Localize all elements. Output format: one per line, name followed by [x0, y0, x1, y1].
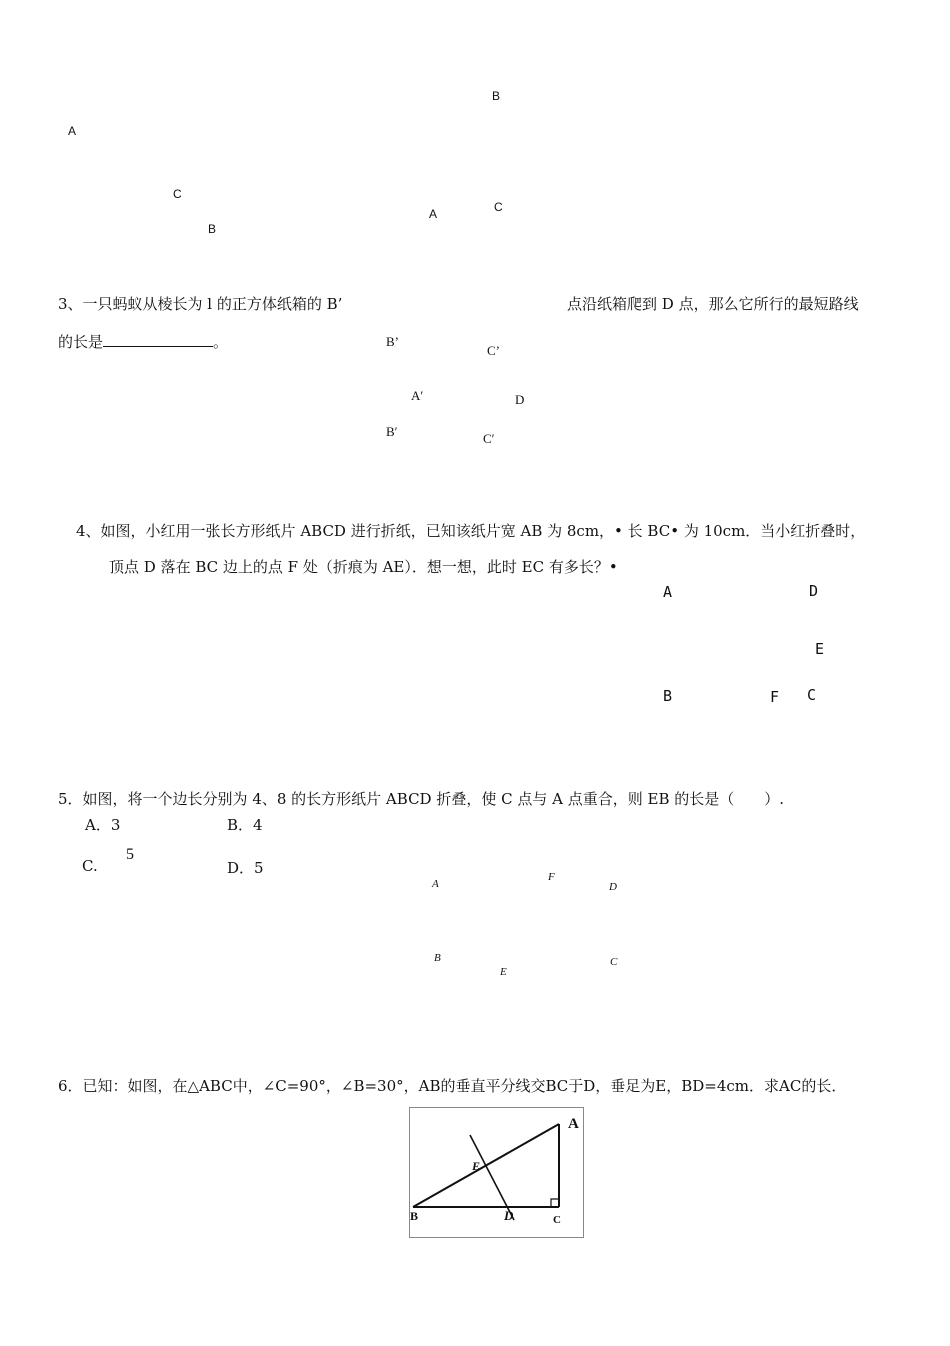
q6-triangle-figure — [409, 1107, 584, 1238]
q5-stem: 5．如图，将一个边长分别为 4、8 的长方形纸片 ABCD 折叠，使 C 点与 A 点重合，则 EB 的长是（ ）. — [58, 790, 785, 808]
q3-label-c-prime: C’ — [487, 343, 500, 358]
q5-label-e: E — [500, 966, 507, 978]
q3-label-c-prime-2: C′ — [483, 431, 495, 446]
fig-top-right-label-a: A — [429, 207, 438, 221]
q5-option-d[interactable]: D．5 — [227, 859, 264, 877]
q5-option-c[interactable]: C. — [82, 857, 98, 875]
q5-label-c: C — [610, 956, 618, 968]
fig-top-right-label-b: B — [492, 89, 501, 103]
q3-line1-left: 3、一只蚂蚁从棱长为 l 的正方体纸箱的 B’ — [58, 295, 343, 313]
q6-label-b: B — [410, 1209, 419, 1223]
q6-label-d: D — [504, 1208, 514, 1223]
q3-label-a-prime: A′ — [411, 388, 424, 403]
fig-top-left-label-c: C — [173, 187, 182, 201]
fig-top-left-label-b: B — [208, 222, 217, 236]
q6-right-angle-mark — [551, 1199, 559, 1207]
q4-label-b: B — [663, 687, 673, 705]
q6-triangle-svg — [410, 1108, 583, 1237]
q4-label-a: A — [663, 583, 673, 601]
q4-line2: 顶点 D 落在 BC 边上的点 F 处（折痕为 AE）．想一想，此时 EC 有多长？• — [109, 558, 618, 576]
q5-label-d: D — [609, 881, 617, 893]
q4-line1: 4、如图，小红用一张长方形纸片 ABCD 进行折纸，已知该纸片宽 AB 为 8cm，• 长 BC• 为 10cm．当小红折叠时， — [76, 522, 866, 540]
q3-label-d: D — [515, 392, 525, 407]
q6-label-a: A — [568, 1116, 579, 1132]
q4-label-d: D — [809, 582, 819, 600]
q6-stem: 6．已知：如图，在△ABC中，∠C=90°，∠B=30°，AB的垂直平分线交BC于D，垂足为E，BD=4cm．求AC的长． — [58, 1077, 847, 1095]
q5-option-a[interactable]: A．3 — [85, 816, 121, 834]
q5-label-a: A — [432, 878, 439, 890]
fig-top-left-label-a: A — [68, 124, 77, 138]
q5-option-c-value: 5 — [126, 846, 134, 863]
q4-label-c: C — [807, 686, 817, 704]
q3-label-b-prime-2: B′ — [386, 424, 398, 439]
fig-top-right-label-c: C — [494, 200, 503, 214]
q5-label-f: F — [548, 871, 555, 883]
q3-line2-prefix: 的长是 — [58, 333, 104, 351]
q6-label-e: E — [472, 1159, 481, 1173]
q3-line2 — [58, 331, 228, 352]
q3-answer-blank[interactable] — [103, 332, 213, 347]
q3-label-b-prime: B’ — [386, 334, 399, 349]
q3-line2-suffix: 。 — [213, 333, 229, 351]
q3-line1-right: 点沿纸箱爬到 D 点，那么它所行的最短路线 — [567, 295, 859, 313]
q4-label-e: E — [815, 640, 825, 658]
q4-label-f: F — [770, 688, 780, 706]
q6-label-c: C — [553, 1214, 561, 1226]
q5-option-b[interactable]: B．4 — [227, 816, 263, 834]
q5-label-b: B — [434, 952, 441, 964]
